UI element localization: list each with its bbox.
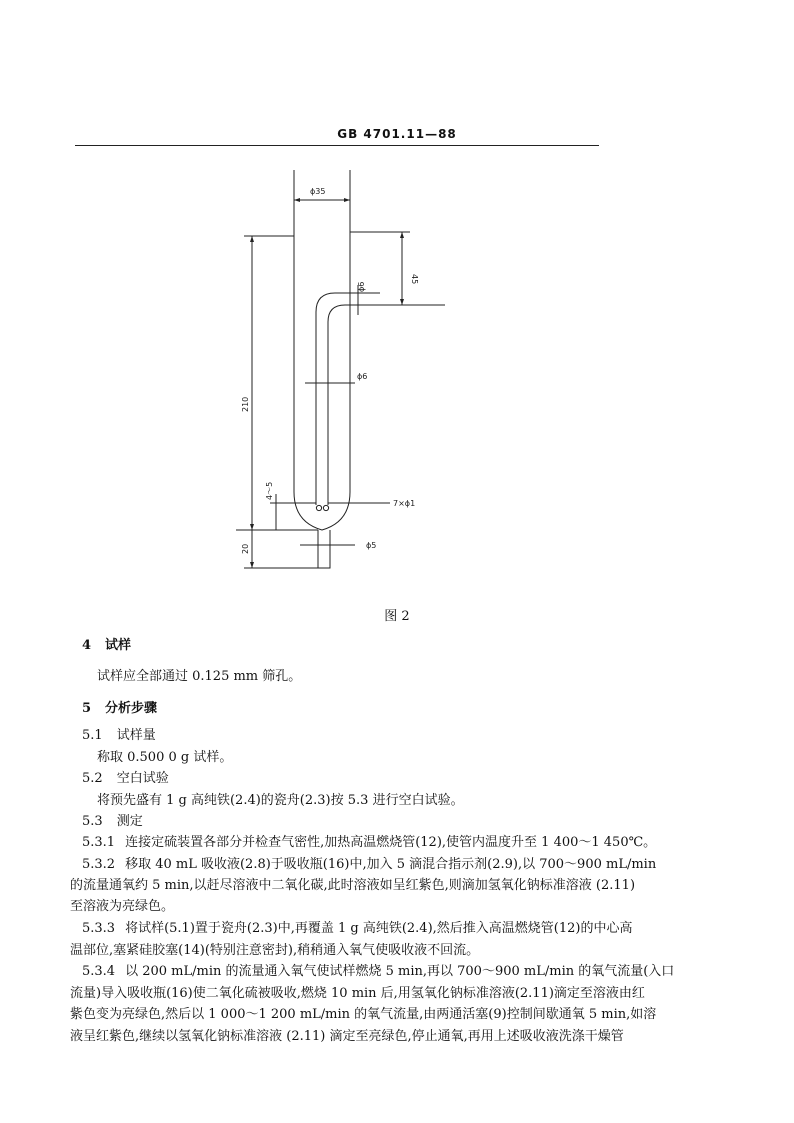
dim-h4-5: 4～5 [265, 481, 274, 500]
section-5-3-3 [82, 920, 632, 937]
section-number: 5.2 [82, 771, 103, 786]
inner-tube-inner-wall [328, 305, 380, 505]
paragraph-line: 的流量通氧约 5 min,以赶尽溶液中二氧化碳,此时溶液如呈红紫色,则滴加氢氧化钠标准溶液 (2.11) [70, 878, 636, 893]
dim-d6-top: ϕ6 [357, 281, 366, 292]
paragraph-text: 连接定硫装置各部分并检查气密性,加热高温燃烧管(12),使管内温度升至 1 400～1 450℃。 [125, 835, 657, 850]
section-number: 5 [82, 701, 92, 716]
section-4-body: 试样应全部通过 0.125 mm 筛孔。 [97, 669, 302, 684]
hole [323, 505, 328, 510]
section-5-1-heading [82, 727, 156, 744]
dim-h45: 45 [410, 274, 419, 285]
section-title: 分析步骤 [105, 701, 158, 716]
section-number: 5.3.1 [82, 835, 116, 850]
section-number: 5.1 [82, 728, 103, 743]
outlet-stem [318, 530, 330, 568]
section-title: 试样 [105, 638, 132, 653]
paragraph-text: 将试样(5.1)置于瓷舟(2.3)中,再覆盖 1 g 高纯铁(2.4),然后推入高温燃烧管(12)的中心高 [125, 921, 633, 936]
section-5-3-2 [82, 856, 656, 873]
section-5-2-heading [82, 770, 169, 787]
paragraph-line: 液呈红紫色,继续以氢氧化钠标准溶液 (2.11) 滴定至亮绿色,停止通氧,再用上述吸收液洗涤干燥管 [70, 1029, 624, 1044]
inner-tube-outer-wall [316, 293, 380, 505]
dim-h210: 210 [241, 396, 250, 412]
standard-number-header: GB 4701.11—88 [337, 127, 457, 141]
paragraph-text: 以 200 mL/min 的流量通入氧气使试样燃烧 5 min,再以 700～900 mL/min 的氧气流量(入口 [125, 964, 675, 979]
dim-d35: ϕ35 [310, 187, 326, 196]
section-number: 5.3 [82, 814, 103, 829]
section-5-3-4 [82, 963, 674, 980]
section-number: 4 [82, 638, 92, 653]
section-number: 5.3.3 [82, 921, 116, 936]
section-5-2-body: 将预先盛有 1 g 高纯铁(2.4)的瓷舟(2.3)按 5.3 进行空白试验。 [97, 793, 464, 808]
dim-d6-mid: ϕ6 [357, 372, 368, 381]
paragraph-line: 紫色变为亮绿色,然后以 1 000～1 200 mL/min 的氧气流量,由两通活塞(9)控制间歇通氧 5 min,如溶 [70, 1007, 657, 1022]
section-5-1-body: 称取 0.500 0 g 试样。 [97, 750, 233, 765]
section-title: 试样量 [116, 728, 156, 743]
outer-tube [294, 196, 350, 530]
figure-caption: 图 2 [384, 609, 410, 624]
section-4-heading [82, 637, 131, 654]
dim-d5: ϕ5 [366, 541, 377, 550]
hole [316, 505, 321, 510]
section-5-3-heading [82, 813, 143, 830]
section-number: 5.3.4 [82, 964, 116, 979]
paragraph-text: 移取 40 mL 吸收液(2.8)于吸收瓶(16)中,加入 5 滴混合指示剂(2.9),以 700～900 mL/min [125, 857, 657, 872]
section-number: 5.3.2 [82, 857, 116, 872]
section-title: 空白试验 [116, 771, 169, 786]
section-5-3-1 [82, 834, 656, 851]
paragraph-line: 至溶液为亮绿色。 [70, 899, 175, 914]
section-5-heading [82, 700, 157, 717]
dim-holes: 7×ϕ1 [393, 499, 416, 508]
paragraph-line: 流量)导入吸收瓶(16)使二氧化硫被吸收,燃烧 10 min 后,用氢氧化钠标准溶液(2.11)滴定至溶液由红 [70, 986, 645, 1001]
dim-h20: 20 [241, 543, 250, 554]
paragraph-line: 温部位,塞紧硅胶塞(14)(特别注意密封),稍稍通入氧气使吸收液不回流。 [70, 943, 480, 958]
section-title: 测定 [116, 814, 143, 829]
